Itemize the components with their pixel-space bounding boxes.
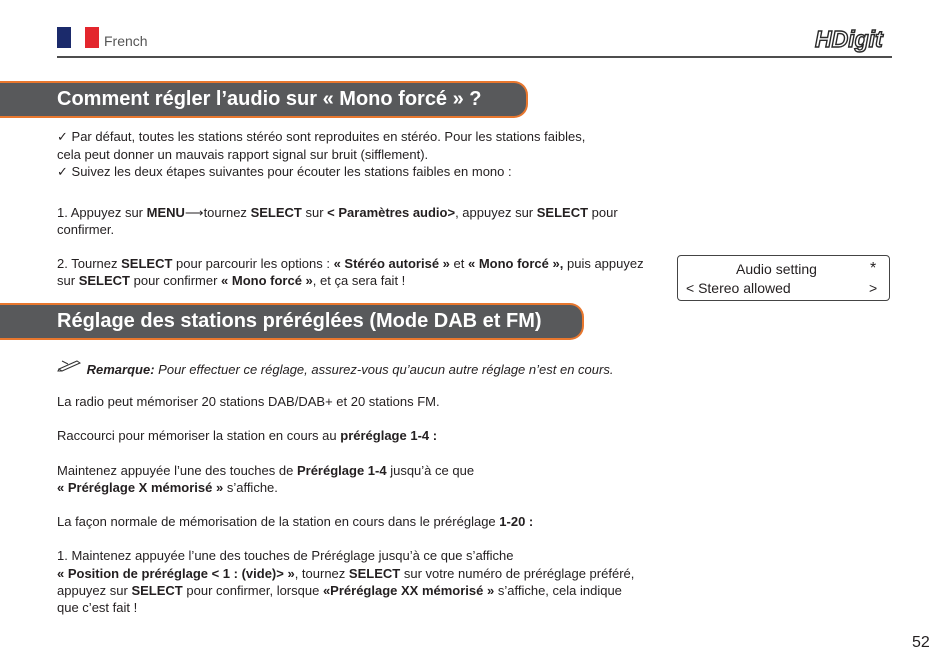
paragraph-text: La façon normale de mémorisation de la station en cours dans le préréglage [57,514,496,529]
step-text: Tournez [71,256,118,271]
display-message: « Préréglage X mémorisé » [57,480,224,495]
step-text: pour confirmer [133,273,218,288]
step-number: 2. [57,256,68,271]
step-text: sur [305,205,324,220]
paragraph-capacity: La radio peut mémoriser 20 stations DAB/DAB+ et 20 stations FM. [57,394,440,409]
step-number: 1. [57,205,68,220]
remark-text: Pour effectuer ce réglage, assurez-vous qu’aucun autre réglage n’est en cours. [158,362,614,377]
paragraph-text: s’affiche. [226,480,278,495]
preset-key: Préréglage 1-4 [296,463,387,478]
check-item-1-cont: cela peut donner un mauvais rapport signal sur bruit (sifflement). [57,147,429,162]
remark-note [57,358,613,378]
preset-range: 1-20 : [499,514,534,529]
page-number: 52 [912,634,930,651]
step-text: puis appuyez [566,256,644,271]
check-item-2 [57,163,512,180]
step-text: , appuyez sur [455,205,534,220]
paragraph-text: appuyez sur [57,583,128,598]
flag-white-stripe [71,27,85,48]
flag-red-stripe [85,27,99,48]
step-text: pour parcourir les options : [176,256,330,271]
paragraph-hold-2 [57,479,278,496]
display-message: « Position de préréglage < 1 : (vide)> » [57,566,295,581]
display-message: «Préréglage XX mémorisé » [322,583,495,598]
check-item-1 [57,128,585,145]
step-text: , et ça sera fait ! [312,273,406,288]
step-1-cont: confirmer. [57,222,115,237]
menu-option: < Paramètres audio> [327,205,456,220]
check-item-2-text: Suivez les deux étapes suivantes pour écouter les stations faibles en mono : [71,164,512,179]
lcd-line-1: Audio setting [736,261,817,277]
brand-logo: HDigit [815,26,883,52]
key-select: SELECT [131,583,183,598]
french-flag-icon [57,27,99,48]
step-2 [57,255,644,272]
key-select: SELECT [536,205,589,220]
paragraph-text: sur votre numéro de préréglage préféré, [403,566,635,581]
lcd-line-2-text: Stereo allowed [698,280,791,296]
step-text: tournez [203,205,247,220]
step-1 [57,204,618,221]
lcd-star-icon: * [870,260,877,277]
option-stereo: « Stéréo autorisé » [333,256,450,271]
language-label: French [104,33,148,49]
paragraph-normal [57,513,533,530]
check-item-1-text: Par défaut, toutes les stations stéréo sont reproduites en stéréo. Pour les stations faibles, [71,129,586,144]
step-2-cont [57,272,405,289]
key-menu: MENU [146,205,185,220]
key-select: SELECT [250,205,302,220]
step-text: Appuyez sur [70,205,144,220]
chevron-right-icon: > [869,280,878,296]
step-hold-3 [57,582,622,599]
step-hold-2 [57,565,634,582]
checkmark-icon: ✓ [57,164,68,179]
paragraph-text: s’affiche, cela indique [497,583,622,598]
key-select: SELECT [348,566,401,581]
section-title-presets: Réglage des stations préréglées (Mode DAB et FM) [0,303,584,340]
header-divider [57,56,892,58]
preset-range: préréglage 1-4 : [340,428,438,443]
step-text: sur [57,273,76,288]
paragraph-text: , tournez [294,566,346,581]
step-text: pour [591,205,618,220]
paragraph-hold-1 [57,462,474,479]
checkmark-icon: ✓ [57,129,68,144]
key-select: SELECT [121,256,173,271]
option-mono: « Mono forcé », [468,256,564,271]
flag-blue-stripe [57,27,71,48]
lcd-line-2 [686,280,791,296]
arrow-right-icon: ⟶ [184,205,204,220]
remark-label: Remarque: [86,362,155,377]
lcd-display [677,255,890,301]
key-select: SELECT [78,273,130,288]
chevron-left-icon: < [686,280,695,296]
paragraph-text: pour confirmer, lorsque [186,583,320,598]
step-hold-1: 1. Maintenez appuyée l’une des touches de Préréglage jusqu’à ce que s’affiche [57,548,514,563]
paragraph-text: Maintenez appuyée l’une des touches de [57,463,294,478]
step-hold-4: que c’est fait ! [57,600,138,615]
step-text: et [453,256,465,271]
section-title-mono: Comment régler l’audio sur « Mono forcé » ? [0,81,528,118]
paragraph-text: Raccourci pour mémoriser la station en cours au [57,428,337,443]
paragraph-shortcut [57,427,437,444]
pencil-note-icon [57,358,83,372]
paragraph-text: jusqu’à ce que [390,463,475,478]
option-mono: « Mono forcé » [221,273,313,288]
